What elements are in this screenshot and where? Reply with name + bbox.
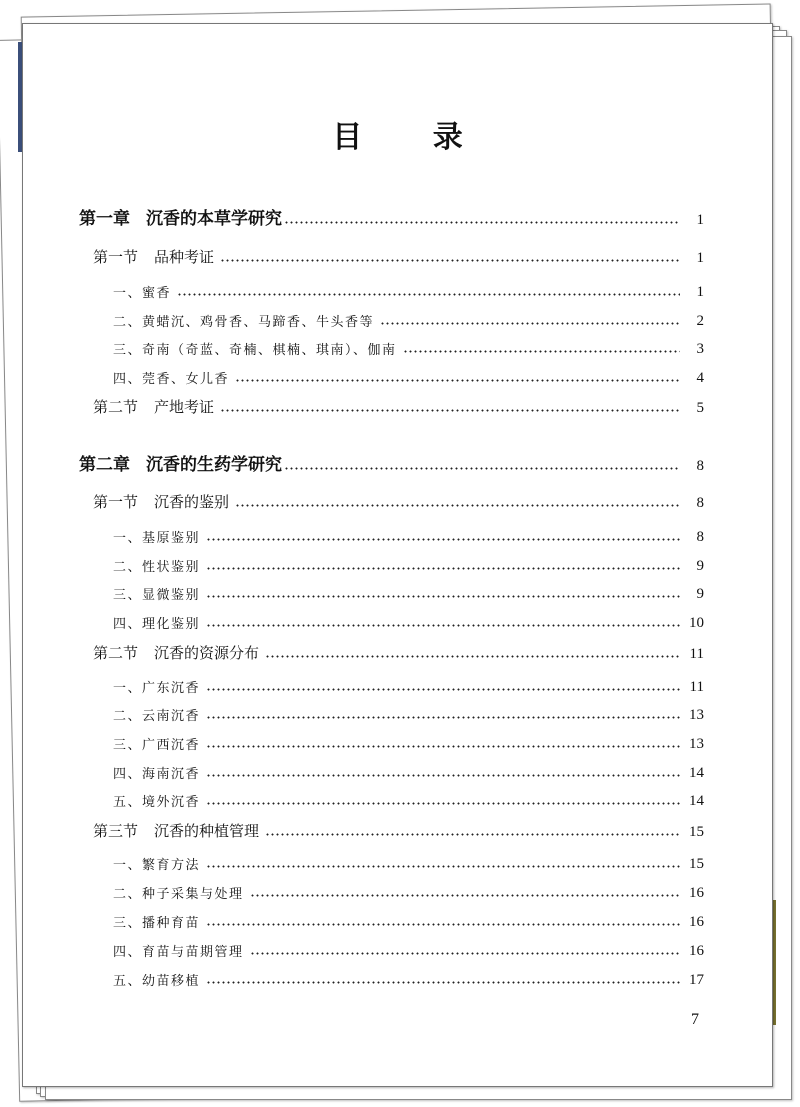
dot-leader	[265, 833, 680, 836]
entry-label	[113, 527, 200, 546]
entry-title: 沉香的本草学研究	[146, 209, 282, 229]
entry-page: 16	[689, 943, 704, 959]
entry-prefix: 第一章	[79, 209, 130, 229]
entry-title: 三、显微鉴别	[113, 588, 201, 603]
entry-page: 14	[689, 793, 704, 809]
toc-section[interactable]	[93, 396, 704, 417]
entry-page: 15	[689, 856, 704, 872]
entry-title: 沉香的种植管理	[154, 822, 260, 840]
entry-prefix: 第二章	[79, 455, 130, 475]
entry-label	[113, 613, 200, 632]
entry-title: 产地考证	[154, 398, 215, 416]
toc-item[interactable]	[113, 311, 704, 330]
entry-page: 1	[696, 212, 704, 228]
entry-title: 沉香的鉴别	[154, 493, 230, 511]
entry-title: 品种考证	[154, 248, 215, 266]
entry-page: 17	[689, 972, 704, 988]
entry-page: 1	[696, 284, 704, 300]
dot-leader	[206, 923, 680, 926]
entry-title: 一、广东沉香	[113, 681, 201, 696]
entry-title: 二、云南沉香	[113, 709, 201, 724]
dot-leader	[206, 716, 680, 719]
entry-page: 8	[696, 495, 704, 511]
dot-leader	[206, 865, 680, 868]
dot-leader	[284, 221, 680, 224]
dot-leader	[250, 894, 680, 897]
toc-item[interactable]	[113, 941, 704, 960]
entry-title: 四、莞香、女儿香	[113, 372, 230, 387]
toc-item[interactable]	[113, 912, 704, 931]
entry-prefix: 第一节	[93, 493, 139, 511]
dot-leader	[206, 688, 680, 691]
dot-leader	[403, 350, 680, 353]
entry-title: 一、基原鉴别	[113, 531, 201, 546]
entry-label	[113, 368, 229, 387]
entry-label	[113, 677, 200, 696]
toc-item[interactable]	[113, 282, 704, 301]
entry-title: 一、蜜香	[113, 286, 172, 301]
toc-item[interactable]	[113, 734, 704, 753]
entry-page: 3	[696, 341, 704, 357]
entry-label	[113, 311, 374, 330]
entry-label	[113, 705, 200, 724]
dot-leader	[206, 567, 680, 570]
entry-page: 10	[689, 615, 704, 631]
toc-chapter[interactable]	[79, 450, 704, 475]
entry-label	[93, 642, 259, 663]
page-number: 7	[691, 1011, 699, 1028]
entry-title: 一、繁育方法	[113, 858, 201, 873]
dot-leader	[220, 259, 680, 262]
toc-section[interactable]	[93, 642, 704, 663]
dot-leader	[250, 952, 680, 955]
entry-label	[113, 734, 200, 753]
entry-title: 四、理化鉴别	[113, 617, 201, 632]
toc-page	[22, 23, 773, 1087]
entry-prefix: 第一节	[93, 248, 139, 266]
toc-item[interactable]	[113, 763, 704, 782]
entry-label	[113, 339, 397, 358]
entry-label	[113, 556, 200, 575]
toc-section[interactable]	[93, 491, 704, 512]
entry-page: 15	[689, 824, 704, 840]
entry-page: 16	[689, 885, 704, 901]
entry-label	[113, 791, 200, 810]
dot-leader	[235, 504, 680, 507]
dot-leader	[284, 467, 680, 470]
toc-chapter[interactable]	[79, 204, 704, 229]
entry-page: 2	[696, 313, 704, 329]
dot-leader	[206, 774, 680, 777]
entry-title: 五、幼苗移植	[113, 974, 201, 989]
toc-item[interactable]	[113, 854, 704, 873]
entry-label	[113, 854, 200, 873]
entry-prefix: 第三节	[93, 822, 139, 840]
toc-item[interactable]	[113, 970, 704, 989]
dot-leader	[206, 981, 680, 984]
page-title: 目 录	[332, 120, 493, 155]
toc-item[interactable]	[113, 527, 704, 546]
toc-section[interactable]	[93, 820, 704, 841]
entry-page: 5	[696, 400, 704, 416]
entry-title: 三、奇南（奇蓝、奇楠、棋楠、琪南）、伽南	[113, 343, 397, 358]
entry-label	[79, 450, 282, 475]
entry-label	[79, 204, 282, 229]
entry-page: 11	[689, 646, 704, 662]
entry-label	[113, 912, 200, 931]
entry-page: 1	[696, 250, 704, 266]
toc-item[interactable]	[113, 339, 704, 358]
entry-prefix: 第二节	[93, 398, 139, 416]
entry-page: 16	[689, 914, 704, 930]
entry-page: 9	[696, 586, 704, 602]
dot-leader	[206, 624, 680, 627]
dot-leader	[177, 293, 680, 296]
toc-item[interactable]	[113, 791, 704, 810]
entry-title: 二、性状鉴别	[113, 560, 201, 575]
entry-title: 沉香的资源分布	[154, 644, 260, 662]
entry-page: 14	[689, 765, 704, 781]
entry-page: 4	[696, 370, 704, 386]
dot-leader	[380, 322, 680, 325]
entry-title: 沉香的生药学研究	[146, 455, 282, 475]
entry-title: 五、境外沉香	[113, 795, 201, 810]
dot-leader	[235, 379, 680, 382]
dot-leader	[206, 745, 680, 748]
entry-label	[93, 491, 229, 512]
toc-item[interactable]	[113, 705, 704, 724]
dot-leader	[265, 655, 680, 658]
dot-leader	[206, 802, 680, 805]
entry-page: 13	[689, 736, 704, 752]
entry-page: 11	[689, 679, 704, 695]
toc-section[interactable]	[93, 246, 704, 267]
entry-page: 13	[689, 707, 704, 723]
entry-label	[93, 820, 259, 841]
dot-leader	[206, 595, 680, 598]
entry-label	[113, 763, 200, 782]
entry-title: 四、海南沉香	[113, 767, 201, 782]
entry-title: 三、广西沉香	[113, 738, 201, 753]
entry-label	[113, 883, 244, 902]
entry-page: 8	[696, 529, 704, 545]
toc-item[interactable]	[113, 556, 704, 575]
dot-leader	[206, 538, 680, 541]
dot-leader	[220, 409, 680, 412]
entry-label	[93, 246, 214, 267]
entry-title: 二、黄蜡沉、鸡骨香、马蹄香、牛头香等	[113, 315, 375, 330]
entry-title: 二、种子采集与处理	[113, 887, 244, 902]
toc-item[interactable]	[113, 613, 704, 632]
entry-title: 三、播种育苗	[113, 916, 201, 931]
entry-prefix: 第二节	[93, 644, 139, 662]
entry-label	[113, 584, 200, 603]
toc-item[interactable]	[113, 368, 704, 387]
entry-label	[113, 970, 200, 989]
entry-page: 9	[696, 558, 704, 574]
entry-label	[113, 282, 171, 301]
toc-item[interactable]	[113, 677, 704, 696]
toc-item[interactable]	[113, 584, 704, 603]
entry-label	[93, 396, 214, 417]
entry-page: 8	[696, 458, 704, 474]
toc-item[interactable]	[113, 883, 704, 902]
entry-title: 四、育苗与苗期管理	[113, 945, 244, 960]
entry-label	[113, 941, 244, 960]
